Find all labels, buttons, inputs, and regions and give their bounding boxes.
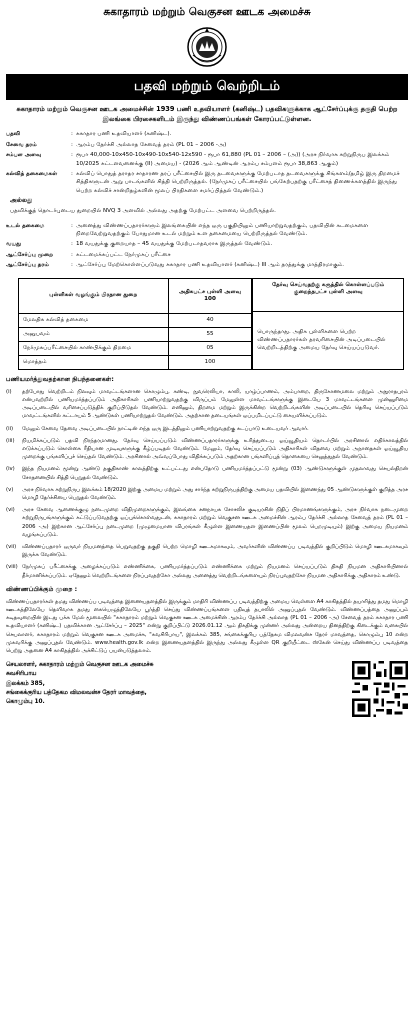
table-cell: மொத்தம் (19, 355, 169, 369)
table-cell: 100 (168, 355, 252, 369)
marks-section (18, 278, 404, 370)
item-text: நேர்முகப் பரீட்சைக்கு அழைக்கப்படும் எண்ணிக்கை, பணியமர்த்தப்படும் எண்ணிக்கை மற்றும் நியமனம் செய்யப்படும் திகதி நியமன அதிகாரியினால் தீர்மானிக்கப்படும். ஏதேனும் வெற்றிடங்களை நிரப்புவதற்கோ அல்லது அனைத்து வெற்றிடங்களையும் நிரப்புவதற்கோ நியமன அதிகாரிக்கு அதிகாரம் உண்டு. (22, 564, 408, 579)
column-header: அதிகபட்ச புள்ளி அளவு 100 (168, 278, 252, 313)
item-number: (iii) (6, 437, 15, 444)
ministry-name: சுகாதாரம் மற்றும் வெகுசன ஊடக அமைச்சு (103, 6, 311, 18)
info-value: 18 வயதுக்கு குறையாத – 45 வயதுக்கு மேற்படாதவராக இருத்தல் வேண்டும். (76, 241, 273, 248)
info-label: பதவி (6, 131, 21, 138)
item-number: (iv) (6, 466, 15, 473)
item-number: (viii) (6, 564, 18, 571)
info-label: சேவை தரம் (6, 141, 37, 148)
info-label: ஆட்சேர்ப்பு முறை (6, 251, 54, 258)
info-value: கட்டமைக்கப்பட்ட நேர்முகப் பரீட்சை (76, 251, 171, 258)
list-item (6, 388, 408, 421)
table-row (19, 355, 252, 369)
info-label: கல்வித் தகைமைகள் (6, 171, 58, 177)
info-value: கல்விப் பொதுத் தராதர சாதாரண தரப் பரீட்சையில் இரு தடவைகளுக்கு மேற்படாத தடவைகளுக்கு சிங்களம்/தமிழ் இரு திறமைச் சித்திகளுடன் ஆறு பாடங்களில் சித்தி பெற்றிருத்தல். (நேர்முகப் பரீட்சையில் பங்கேற்பதற்கு பரீட்சைத் திணைக்களத்தில் இருந்து பெற்ற கல்விச் சான்றிதழ்களின் மூலப் பிரதிகளை சமர்ப்பித்தல் வேண்டும்.) (76, 171, 400, 194)
conditions-title: பணியமர்த்துவதற்கான நிபந்தனைகள்: (6, 375, 114, 383)
table-row (19, 341, 252, 355)
item-number: (v) (6, 486, 14, 493)
conditions-list (6, 388, 408, 580)
colon: : (71, 131, 73, 138)
table-row (19, 327, 252, 341)
item-text: அரச நிர்வாக சுற்றுநிருப இலக்கம் 18/2020 இற்கு அமைய மற்றும் அது சார்ந்த சுற்றுநிருபத்திற்கு அமைய பதவியில் இணைந்து 05 ஆண்டுகளுக்குள் குறித்த அரச மொழி தேர்ச்சியை பெறுதல் வேண்டும். (22, 486, 408, 501)
qr-code-icon[interactable] (352, 661, 408, 717)
list-item (6, 543, 408, 559)
item-text: நியமிக்கப்படும் பதவி நிரந்தரமானது. தேர்வு செய்யப்படும் விண்ணப்பதாரர்களுக்கு உரித்துடைய ஓய்வூதியம் தொடர்பில் அரசினால் எதிர்காலத்தில் எடுக்கப்படும் கொள்கை ரீதியான முடிவுகளுக்கு கீழ்ப்படிதல் வேண்டும். மேலும், தேர்வு செய்யப்படும் அதிகாரிகள் விதவை மற்றும் அநாதைகள் ஓய்வூதிய முறைக்கு பங்களிப்புச் செய்தல் வேண்டும். அரசினால் அவ்வப்போது விதிக்கப்படும் அதற்கான பங்களிப்புத் தொகையை செலுத்துதல் வேண்டும். (22, 437, 408, 461)
apply-title: விண்ணப்பிக்கும் முறை : (6, 585, 78, 593)
or-text: பதவிக்குத் தொடர்புடைய துறையில் NVQ 3 அளவில் அல்லது அதற்கு மேற்பட்ட அளவை பெற்றிருத்தல். (10, 208, 276, 215)
table-cell: அனுபவம் (19, 327, 169, 341)
item-text: இந்த நியமனம் மூன்று ஆண்டு தகுதிகாண் காலத்திற்கு உட்பட்டது என்பதோடு பணியமர்த்தப்பட்டு மூன்று (03) ஆண்டுகளுக்குள் முதலாவது செயல்திறன் சோதனையில் சித்தி பெறுதல் வேண்டும். (22, 466, 408, 481)
postal-address (6, 661, 153, 717)
address-line: செயலாளர், சுகாதாரம் மற்றும் வெகுசன ஊடக அமைச்சு (6, 662, 154, 669)
item-text: அரச சேவை ஆணைக்குழு நடைமுறை விதிமுறைகளுக்கும், இலங்கை சனநாயக சோசலிச குடியரசின் நிதிப் பிரமாணங்களுக்கும், அரச நிர்வாக நடைமுறை சுற்றுநிருபங்களுக்கும் கட்டுப்படுவதற்கு ஒப்புக்கொள்வதுடன், சுகாதாரம் மற்றும் வெகுசன ஊடக அமைச்சின் ஆரம்ப தேர்ச்சி அல்லாத சேவைத் தரம் (PL 01 – 2006 -அ) இற்கான ஆட்சேர்ப்பு நடைமுறை (முழுமையான விபரங்கள் கீழுள்ள இணையதள இணைப்பின் மூலம் பெறமுடியும்) இற்கு அமைய நியமனம் வழங்கப்படும். (22, 507, 408, 538)
intro-text: சுகாதாரம் மற்றும் வெகுசன ஊடக அமைச்சின் 1939 பணி உதவியாளர் (கனிஷ்ட) பதவிகளுக்காக ஆட்சேர்ப்புக்கு தகுதி பெற்ற இலங்கை பிரசைகளிடம் இருந்து விண்ணப்பங்கள் கோரப்பட்டுள்ளன. (16, 105, 398, 124)
colon: : (71, 171, 73, 177)
item-number: (vii) (6, 543, 17, 550)
info-value: ஆட்சேர்ப்பு மேற்கொள்ளப்படுவது சுகாதார பணி உதவியாளர் (கனிஷ்ட) III ஆம் தரத்துக்கு மாத்திரமாகும். (76, 262, 345, 269)
min-marks-box (252, 278, 404, 370)
address-line: இலக்கம் 385, (6, 680, 45, 687)
list-item (6, 486, 408, 502)
emblem (6, 25, 408, 69)
page-title: பதவி மற்றும் வெற்றிடம் (6, 74, 408, 100)
colon: : (71, 251, 73, 258)
table-cell: 40 (168, 313, 252, 327)
post-info (6, 130, 408, 195)
min-marks-note: பொருந்தாது. அதிக புள்ளிகளை பெற்ற விண்ணப்பதாரர்கள் தரவரிசையின் அடிப்படையில் வெற்றிடத்திற்கு அமைய தேர்வு செய்யப்படுவர். (257, 328, 386, 352)
column-header: தேர்வு செய்வதற்கு கருத்தில் கொள்ளப்படும் குறைந்தபட்ச புள்ளி அளவு (253, 279, 403, 312)
info-value: ரூபா 40,000-10x450-10x490-10x540-12x590 - ரூபா 61,880 (PL 01 – 2006 – (அ)) (அரச நிர்வாக சுற்றுநிருப இலக்கம் 10/2025 சுட்டளவனைக்கு (II) அமைய) - (2026 ஆம் ஆண்டின் ஆரம்ப சம்பளம் ரூபா 38,863 ஆகும்) (76, 152, 390, 167)
item-number: (i) (6, 388, 12, 395)
item-number: (vi) (6, 507, 15, 514)
table-cell: 55 (168, 327, 252, 341)
info-label: ஆட்சேர்ப்பு தரம் (6, 262, 49, 269)
sri-lanka-emblem-icon (187, 25, 227, 69)
colon: : (71, 141, 73, 148)
or-label: அல்லது (10, 197, 33, 205)
item-text: மேலும் சேவை தேவை அடிப்படையில் நாட்டின் எந்த ஒரு இடத்திலும் பணியாற்றுவதற்கு கடப்பாடு உடையவர் ஆவார். (22, 425, 309, 432)
list-item (6, 425, 408, 433)
address-line: சங்கைக்குரிய பத்தேகம விமலவன்ச தேரர் மாவத்தை, (6, 689, 147, 696)
colon: : (71, 222, 73, 229)
info-value: அனைத்து விண்ணப்பதாரர்களும் இலங்கையின் எந்த ஒரு பகுதியிலும் பணியாற்றுவதற்கும், பதவியின் கடமைகளை நிறைவேற்றுவதற்கும் போதுமான உடல் மற்றும் உள தகைமையை பெற்றிருத்தல் வேண்டும். (76, 222, 369, 237)
table-row (19, 313, 252, 327)
address-line: கொழும்பு 10. (6, 699, 45, 706)
list-item (6, 506, 408, 539)
info-label: உடல் தகைமை (6, 222, 45, 229)
item-number: (ii) (6, 425, 14, 432)
info-value: சுகாதார பணி உதவியாளர் (கனிஷ்ட). (76, 131, 172, 138)
colon: : (71, 262, 73, 269)
footer (6, 661, 408, 717)
info-value: ஆரம்ப தேர்ச்சி அல்லாத சேவைத் தரம் (PL 01 – 2006 -அ) (76, 141, 227, 148)
apply-text: விண்ணப்பதாரர்கள் தமது விண்ணப்ப படிவத்தை இணையதளத்தில் இருக்கும் மாதிரி விண்ணப்ப படிவத்திற்கு அமைய வெள்ளை A4 காகிதத்தில் தயாரித்து தமது மொழி ஊடகத்திலேயே தெளிவாக தமது கையெழுத்திலேயே பூர்த்தி செய்து விண்ணப்பங்களை பதிவுத் தபாலில் அனுப்புதல் வேண்டும். விண்ணப்பத்தை அனுப்பும் கடிதவுறையின் இடது பக்க மேல் மூலையில் "சுகாதாரம் மற்றும் வெகுசன ஊடக அமைச்சின் ஆரம்ப தேர்ச்சி அல்லாத (PL 01 – 2006 -அ) சேவைத் தரம் சுகாதார பணி உதவியாளர் (கனிஷ்ட) பதவிக்கான ஆட்சேர்ப்பு – 2025" என்று குறிப்பிட்டு 2026.01.12 ஆம் திகதிக்கு முன்னர் அல்லது அன்றைய தினத்திற்கு கிடைக்கும் வகையில் செயலாளர், சுகாதாரம் மற்றும் வெகுசன ஊடக அமைச்சு, "சுவசிரிபாய", இலக்கம் 385, சங்கைக்குரிய பத்தேகம விமலவன்ச தேரர் மாவத்தை, கொழும்பு 10 என்ற முகவரிக்கு அனுப்புதல் வேண்டும். www.health.gov.lk என்ற இணையதளத்தில் இருந்து அல்லது கீழுள்ள QR குறியீட்டை ஸ்கேன் செய்து விண்ணப்ப படிவத்தை பெற்று அதனை A4 காகிதத்தில் அச்சிட்டுப் பயன்படுத்தலாம். (6, 598, 408, 654)
info-label: வயது (6, 241, 22, 248)
address-line: சுவசிரிபாய (6, 671, 37, 678)
post-info-2 (6, 222, 408, 270)
colon: : (71, 152, 73, 159)
table-cell: மேலதிக கல்வித் தகைமை (19, 313, 169, 327)
table-header-row (19, 278, 252, 313)
table-cell: 05 (168, 341, 252, 355)
table-cell: நேர்முகப்பரீட்சையில் காண்பிக்கும் திறமை (19, 341, 169, 355)
colon: : (71, 241, 73, 248)
marks-table (18, 278, 252, 370)
list-item (6, 437, 408, 462)
item-text: விண்ணப்பதாரர் ஒருவர் நியமனத்தை பெறுவதற்கு தகுதி பெற்ற மொழி ஊடகமாகவும், அவர்களின் விண்ணப்ப படிவத்தில் குறிப்பிடும் மொழி ஊடகமாகவும் இருக்க வேண்டும். (22, 543, 408, 559)
info-label: சம்பள அளவு (6, 152, 42, 159)
list-item (6, 563, 408, 579)
item-text: தற்போது வெற்றிடம் நிலவும் மாவட்டங்களான கொழும்பு, கண்டி, நுவரெலியா, காலி, யாழ்ப்பாணம், அம்பாறை, திருகோணமலை மற்றும் அநுராதபுரம் என்பவற்றில் பணியமர்த்தப்படும் அதிகாரிகள் பணியாற்றுவதற்கு விருப்பம் மேலுள்ள மாவட்டங்களுக்கு இடையே 3 மாவட்டங்களை முன்னுரிமை அடிப்படையில் வரிசைப்படுத்திக் குறிப்பிடுதல் வேண்டும். எனினும், திறமை மற்றும் இருக்கின்ற வெற்றிடங்களின் அடிப்படையில் தெரிவு செய்யப்படும் மாவட்டங்களில் கட்டாயம் 5 ஆண்டுகள் பணியாற்றுதல் வேண்டும். அதற்கான தடையங்கள் ஒப்பமிடப்பட்டு கையளிக்கப்படும். (22, 388, 408, 420)
column-header: புள்ளிகள் வழங்கும் பிரதான துறை (19, 278, 169, 313)
list-item (6, 465, 408, 481)
